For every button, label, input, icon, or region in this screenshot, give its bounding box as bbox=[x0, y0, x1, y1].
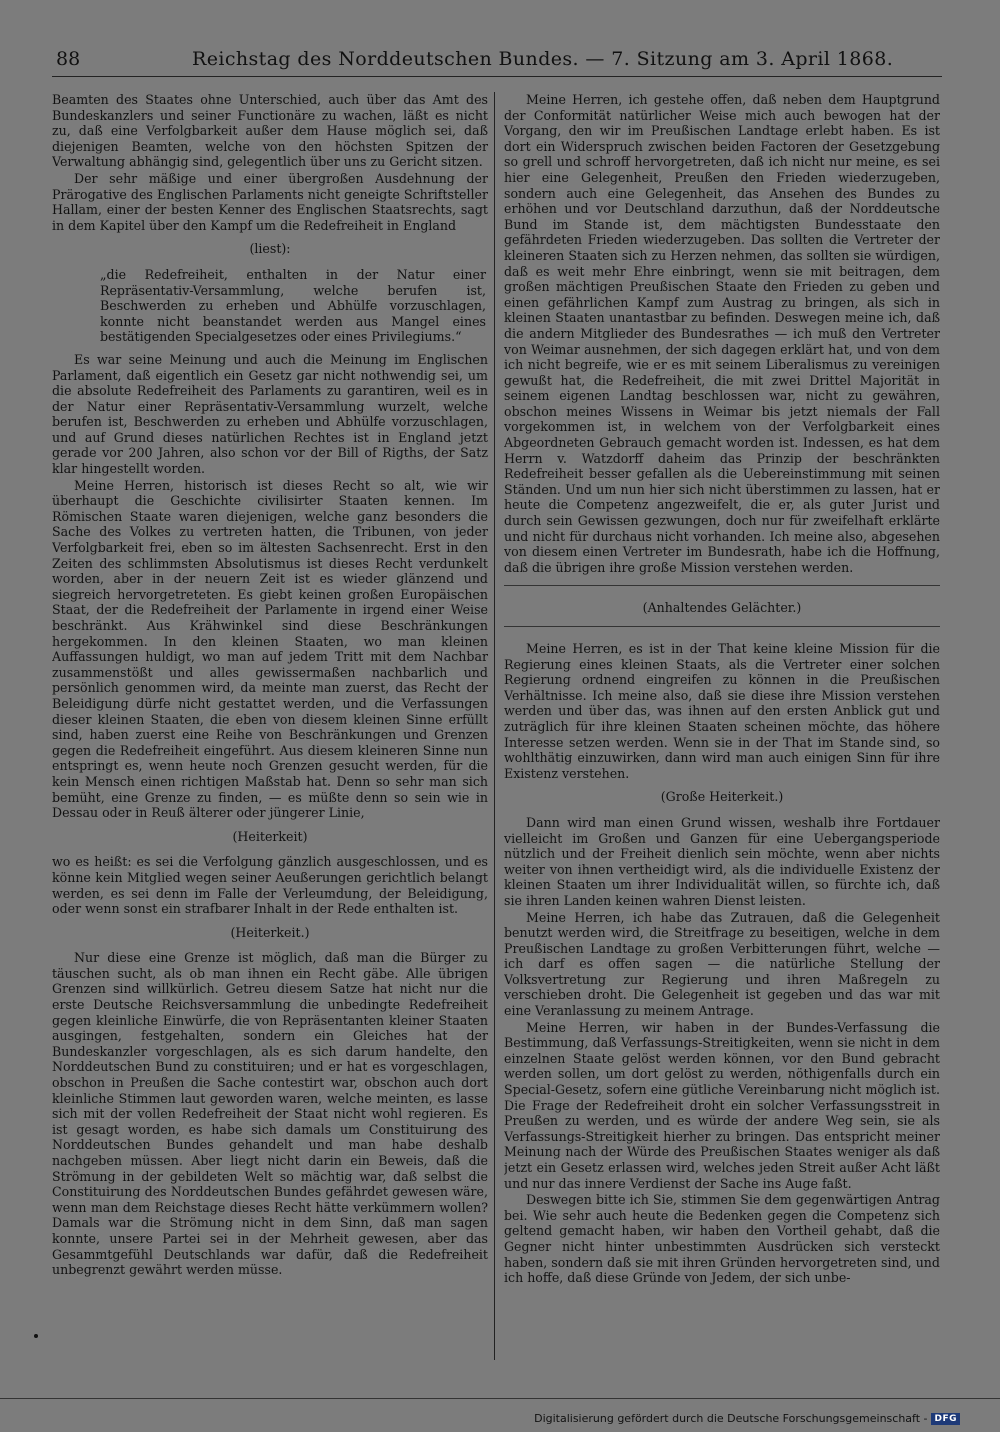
paragraph: Meine Herren, historisch ist dieses Recht so alt, wie wir überhaupt die Geschichte civilisirter Staaten kennen. Im Römischen Staate waren diejenigen, welche ganz besonders die Sache des Volkes zu vertreten hatten, die Tribunen, von jeder Verfolgbarkeit frei, eben so im ältesten Sachsenrecht. Erst in den Zeiten des schlimmsten Absolutismus ist dieses Recht verdunkelt worden, aber in der neuern Zeit ist es wieder glänzend und siegreich hervorgetreteten. Es giebt keinen großen Europäischen Staat, der die Redefreiheit der Parlamente in irgend einer Weise beschränkt. Aus Krähwinkel sind diese Beschränkungen hergekommen. In den kleinen Staaten, wo man kleinen Auffassungen huldigt, wo man auf jedem Tritt mit dem Nachbar zusammenstößt und alles gewissermaßen nachbarlich und persönlich genommen wird, da meinte man zuerst, das Recht der Beleidigung dürfe nicht gestattet werden, und die Verfassungen dieser kleinen Staaten, die eben von diesem kleinen Sinne erfüllt sind, haben zuerst eine Reihe von Beschränkungen und Grenzen gegen die Redefreiheit eingeführt. Aus diesem kleineren Sinne nun entspringt es, wenn heute noch Grenzen gesucht werden, für die kein Mensch einen richtigen Maßstab hat. Denn so sehr man sich bemüht, eine Grenze zu finden, — es müßte denn so sein wie in Dessau oder in Reuß älterer oder jüngerer Linie, bbox=[52, 477, 488, 821]
page-header bbox=[52, 46, 942, 77]
paragraph: Deswegen bitte ich Sie, stimmen Sie dem gegenwärtigen Antrag bei. Wie sehr auch heute die Bedenken gegen die Competenz sich geltend gemacht haben, wir haben den Vortheil gehabt, daß die Gegner nicht hinter unbestimmten Ausdrücken sich versteckt haben, sondern daß sie mit ihren Gründen hervorgetreten sind, und ich hoffe, daß diese Gründe von Jedem, der sich unbe- bbox=[504, 1192, 940, 1286]
section-rule bbox=[504, 626, 940, 627]
paragraph: Meine Herren, es ist in der That keine kleine Mission für die Regierung eines kleinen Staats, als die Vertreter einer solchen Regierung ordnend eingreifen zu können in die Preußischen Verhältnisse. Ich meine also, daß sie diese ihre Mission verstehen werden und über das, was ihnen auf den ersten Anblick gut und zuträglich für ihre kleinen Staaten scheinen möchte, das höhere Interesse setzen werden. Wenn sie in der That im Stande sind, so wohlthätig einzuwirken, dann wird man auch einigen Sinn für ihre Existenz verstehen. bbox=[504, 641, 940, 781]
paragraph: Beamten des Staates ohne Unterschied, auch über das Amt des Bundeskanzlers und seiner Functionäre zu wachen, läßt es nicht zu, daß eine Verfolgbarkeit außer dem Hause möglich sei, daß diejenigen Beamten, welche von den höchsten Spitzen der Verwaltung abhängig sind, gelegentlich über uns zu Gericht sitzen. bbox=[52, 92, 488, 170]
paragraph: Meine Herren, wir haben in der Bundes-Verfassung die Bestimmung, daß Verfassungs-Streitigkeiten, wenn sie nicht in dem einzelnen Staate gelöst werden können, vor den Bund gebracht werden sollen, um dort gelöst zu werden, nöthigenfalls durch ein Special-Gesetz, sofern eine gütliche Vereinbarung nicht möglich ist. Die Frage der Redefreiheit droht ein solcher Verfassungsstreit in Preußen zu werden, und es würde der andere Weg sein, sie als Verfassungs-Streitigkeit hierher zu bringen. Das entspricht meiner Meinung nach der Würde des Preußischen Staates weniger als daß jetzt ein Gesetz erlassen wird, welches jeden Streit außer Acht läßt und nur das innere Verdienst der Sache ins Auge faßt. bbox=[504, 1019, 940, 1191]
paragraph: Nur diese eine Grenze ist möglich, daß man die Bürger zu täuschen sucht, als ob man ihnen ein Recht gäbe. Alle übrigen Grenzen sind willkürlich. Getreu diesem Satze hat nicht nur die erste Deutsche Reichsversammlung die unbedingte Redefreiheit gegen kleinliche Einwürfe, die von Repräsentanten kleiner Staaten ausgingen, festgehalten, sondern ein Gleiches hat der Bundeskanzler vorgeschlagen, als es sich darum handelte, den Norddeutschen Bund zu constituiren; und er hat es vorgeschlagen, obschon in Preußen die Sache contestirt war, obschon auch dort kleinliche Stimmen laut geworden waren, welche meinten, es lasse sich mit der vollen Redefreiheit der Staat nicht wohl regieren. Es ist gesagt worden, es habe sich damals um Constituirung des Norddeutschen Bundes gehandelt und man habe deshalb nachgeben müssen. Aber liegt nicht darin ein Beweis, daß die Strömung in der gebildeten Welt so mächtig war, daß selbst die Constituirung des Norddeutschen Bundes gefährdet gewesen wäre, wenn man dem Reichstage dieses Recht hätte verkümmern wollen? Damals war die Strömung nicht in dem Sinn, daß man sagen konnte, unsere Partei sei in der Mehrheit gewesen, aber das Gesammtgefühl Deutschlands war dafür, daß die Redefreiheit unbegrenzt gewährt werden müsse. bbox=[52, 950, 488, 1278]
stage-direction: (Heiterkeit) bbox=[232, 828, 308, 844]
stage-direction: (liest): bbox=[249, 241, 291, 257]
left-column bbox=[52, 92, 488, 1360]
page-number: 88 bbox=[56, 48, 81, 70]
paragraph: Meine Herren, ich habe das Zutrauen, daß die Gelegenheit benutzt werden wird, die Streitfrage zu beseitigen, welche in dem Preußischen Landtage zu großen Verbitterungen führt, welche — ich darf es offen sagen — die natürliche Stellung der Volksvertretung zur Regierung und ihren Maßregeln zu verschieben droht. Die Gelegenheit ist gegeben und das war mit eine Veranlassung zu meinem Antrage. bbox=[504, 909, 940, 1019]
footer bbox=[534, 1412, 960, 1425]
stage-direction: (Große Heiterkeit.) bbox=[660, 789, 784, 805]
paragraph: wo es heißt: es sei die Verfolgung gänzlich ausgeschlossen, und es könne kein Mitglied wegen seiner Aeußerungen gerichtlich belangt werden, es sei denn im Falle der Verleumdung, der Beleidigung, oder wenn sonst ein strafbarer Inhalt in der Rede enthalten ist. bbox=[52, 854, 488, 917]
section-rule bbox=[504, 585, 940, 586]
quotation: „die Redefreiheit, enthalten in der Natur einer Repräsentativ-Versammlung, welche berufen ist, Beschwerden zu erheben und Abhülfe vorzuschlagen, konnte nicht beanstandet werden aus Mangel eines bestätigenden Specialgesetzes oder eines Privilegiums.“ bbox=[100, 266, 486, 345]
dfg-logo: DFG bbox=[931, 1413, 960, 1425]
footer-divider bbox=[0, 1398, 1000, 1399]
paragraph: Dann wird man einen Grund wissen, weshalb ihre Fortdauer vielleicht im Großen und Ganzen für eine Uebergangsperiode nützlich und der Freiheit dienlich sein möchte, wenn aber nichts weiter von ihnen vertheidigt wird, als die individuelle Existenz der kleinen Staaten um ihrer Individualität willen, so fürchte ich, daß sie ihren Landen keinen wahren Dienst leisten. bbox=[504, 814, 940, 908]
paragraph: Es war seine Meinung und auch die Meinung im Englischen Parlament, daß eigentlich ein Gesetz gar nicht nothwendig sei, um die absolute Redefreiheit des Parlaments zu garantiren, weil es in der Natur einer Repräsentativ-Versammlung wurzelt, welche berufen ist, Beschwerden zu erheben und Abhülfe vorzuschlagen, und auf Grund dieses natürlichen Rechtes ist in England jetzt gerade vor 200 Jahren, also schon vor der Bill of Rigths, der Satz klar hingestellt worden. bbox=[52, 351, 488, 477]
running-head: Reichstag des Norddeutschen Bundes. — 7. Sitzung am 3. April 1868. bbox=[192, 48, 894, 70]
paragraph: Der sehr mäßige und einer übergroßen Ausdehnung der Prärogative des Englischen Parlaments nicht geneigte Schriftsteller Hallam, einer der besten Kenner des Englischen Staatsrechts, sagt in dem Kapitel über den Kampf um die Redefreiheit in England bbox=[52, 170, 488, 233]
right-column bbox=[504, 92, 940, 1360]
column-divider bbox=[494, 92, 495, 1360]
paragraph: Meine Herren, ich gestehe offen, daß neben dem Hauptgrund der Conformität natürlicher Weise mich auch bewogen hat der Vorgang, den wir im Preußischen Landtage erlebt haben. Es ist dort ein Widerspruch zwischen beiden Factoren der Gesetzgebung so grell und schroff hervorgetreten, daß ich nicht nur meine, es sei hier eine Gelegenheit, Preußen den Frieden wiederzugeben, sondern auch eine Gelegenheit, das Ansehen des Bundes zu erhöhen und vor Deutschland darzuthun, daß der Norddeutsche Bund im Stande ist, dem mächtigsten Bundesstaate den gefährdeten Frieden wiederzugeben. Das sollten die Vertreter der kleineren Staaten sich zu Herzen nehmen, das sollten sie würdigen, daß es weit mehr Ehre einbringt, wenn sie mit beitragen, dem großen mächtigen Preußischen Staate den Frieden zu geben und einen gefährlichen Kampf zum Austrag zu bringen, als sich in kleinen Staaten unantastbar zu befinden. Deswegen meine ich, daß die andern Mitglieder des Bundesrathes — ich muß den Vertreter von Weimar ausnehmen, der sich dagegen erklärt hat, und von dem ich nicht begreife, wie er es mit seinem Liberalismus zu vereinigen gewußt hat, die Redefreiheit, die mit zwei Drittel Majorität in seinem eigenen Landtag beschlossen war, nicht zu gewähren, obschon meines Wissens in Weimar bis jetzt niemals der Fall vorgekommen ist, in welchem von der Verfolgbarkeit eines Abgeordneten Gebrauch gemacht worden ist. Indessen, es hat dem Herrn v. Watzdorff daheim das Prinzip der beschränkten Redefreiheit besser gefallen als die Uebereinstimmung mit seinen Ständen. Und um nun hier sich nicht überstimmen zu lassen, hat er heute die Competenz angezweifelt, die er, als guter Jurist und durch sein Gewissen gezwungen, doch nur für zweifelhaft erklärte und nicht für durchaus nicht vorhanden. Ich meine also, abgesehen von diesem einen Vertreter im Bundesrath, habe ich die Hoffnung, daß die übrigen ihre große Mission verstehen werden. bbox=[504, 92, 940, 575]
footer-credit: Digitalisierung gefördert durch die Deutsche Forschungsgemeinschaft - bbox=[534, 1412, 928, 1425]
margin-mark bbox=[34, 1334, 38, 1338]
stage-direction: (Anhaltendes Gelächter.) bbox=[642, 600, 802, 616]
stage-direction: (Heiterkeit.) bbox=[230, 924, 310, 940]
